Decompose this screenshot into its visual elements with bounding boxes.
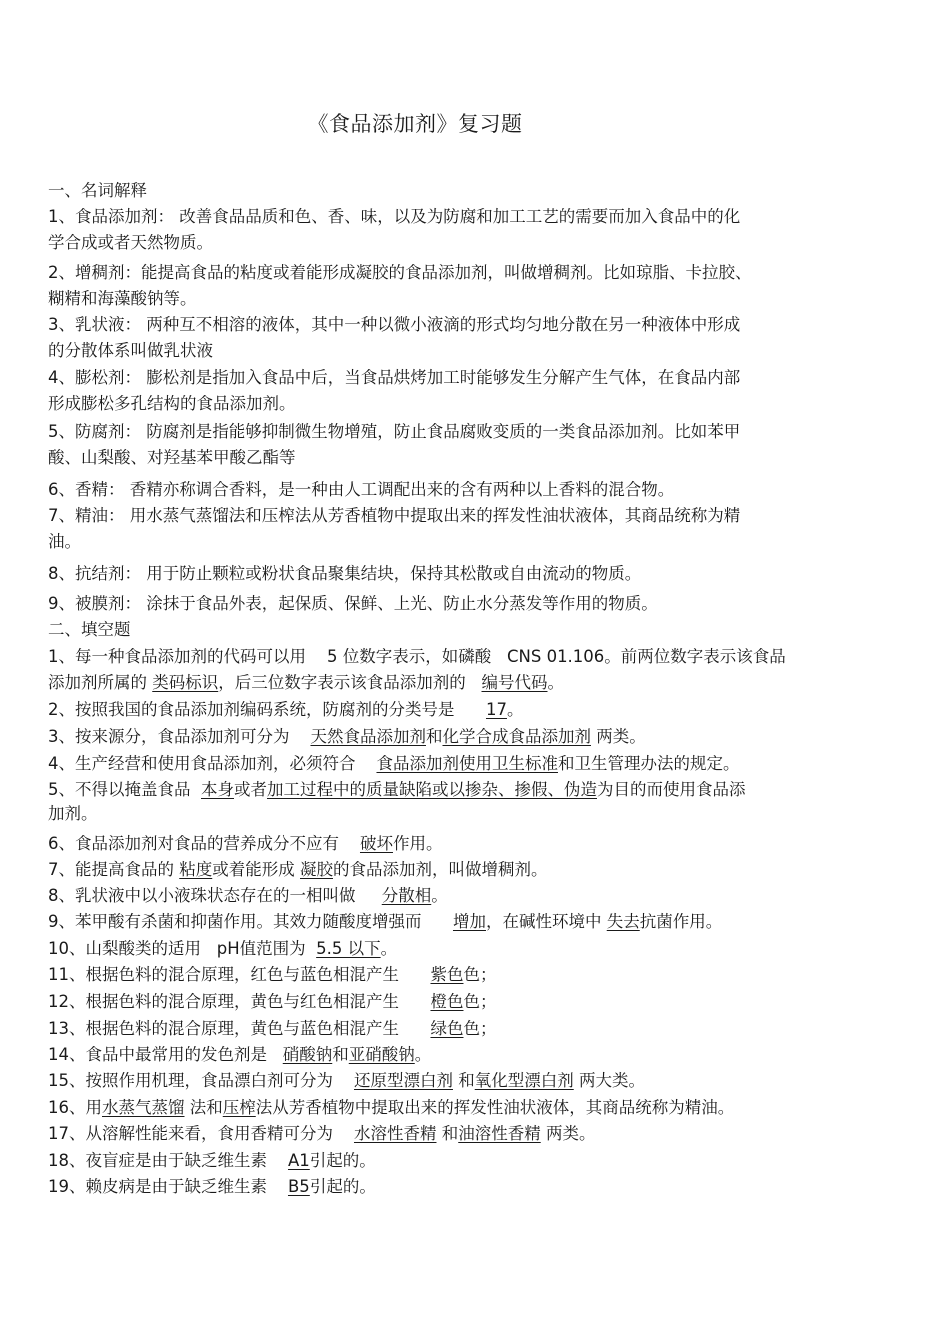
answer-blank: 天然食品添加剂 [310,727,426,746]
page-title: 《食品添加剂》复习题 [307,112,523,136]
answer-blank: 本身 [201,780,234,799]
answer-blank: 紫色 [430,965,464,984]
answer-blank: 水溶性香精 [353,1124,437,1143]
definition-8: 8、抗结剂： 用于防止颗粒或粉状食品聚集结块，保持其松散或自由流动的物质。 [48,564,642,583]
answer-blank: 亚硝酸钠 [348,1045,415,1064]
fill-12: 12、根据色料的混合原理，黄色与红色相混产生 橙色色； [48,992,497,1011]
definition-3-line-1: 3、乳状液： 两种互不相溶的液体，其中一种以微小液滴的形式均匀地分散在另一种液体中形成 [48,315,741,334]
fill-8: 8、乳状液中以小液珠状态存在的一相叫做 分散相。 [48,886,448,905]
answer-blank: 17 [485,700,507,719]
section-heading-definitions: 一、名词解释 [48,181,147,200]
answer-blank: 食品添加剂使用卫生标准 [376,754,558,773]
answer-blank: 油溶性香精 [458,1124,541,1143]
answer-blank: 粘度 [179,860,213,879]
definition-9: 9、被膜剂： 涂抹于食品外表，起保质、保鲜、上光、防止水分蒸发等作用的物质。 [48,594,658,613]
answer-blank: 5.5 以下 [316,939,381,958]
section-heading-fill-in: 二、填空题 [48,620,131,639]
answer-blank: 破坏 [359,834,393,853]
answer-blank: 编号代码 [481,673,548,692]
answer-blank: A1 [287,1151,310,1170]
fill-1-line-1: 1、每一种食品添加剂的代码可以用 5 位数字表示，如磷酸 CNS 01.106。前两位数字表示该食品 [48,647,786,666]
answer-blank: 橙色 [430,992,464,1011]
answer-blank: B5 [287,1177,310,1196]
definition-2-line-1: 2、增稠剂：能提高食品的粘度或着能形成凝胶的食品添加剂，叫做增稠剂。比如琼脂、卡拉胶、 [48,263,752,282]
fill-3: 3、按来源分，食品添加剂可分为 天然食品添加剂和化学合成食品添加剂 两类。 [48,727,646,746]
answer-blank: 凝胶 [300,860,333,879]
fill-9: 9、苯甲酸有杀菌和抑菌作用。其效力随酸度增强而 增加，在碱性环境中 失去抗菌作用。 [48,912,723,931]
definition-7-line-1: 7、精油： 用水蒸气蒸馏法和压榨法从芳香植物中提取出来的挥发性油状液体，其商品统称为精 [48,506,741,525]
answer-blank: 氧化型漂白剂 [474,1071,574,1090]
fill-14: 14、食品中最常用的发色剂是 硝酸钠和亚硝酸钠。 [48,1045,432,1064]
definition-2-line-2: 糊精和海藻酸钠等。 [48,289,197,308]
answer-blank: 水蒸气蒸馏 [102,1098,185,1117]
fill-18: 18、夜盲症是由于缺乏维生素 A1引起的。 [48,1151,376,1170]
answer-blank: 类码标识 [152,673,219,692]
answer-blank: 化学合成食品添加剂 [442,727,591,746]
fill-15: 15、按照作用机理，食品漂白剂可分为 还原型漂白剂 和氧化型漂白剂 两大类。 [48,1071,645,1090]
answer-blank: 分散相 [381,886,432,905]
fill-11: 11、根据色料的混合原理，红色与蓝色相混产生 紫色色； [48,965,497,984]
answer-blank: 失去 [606,912,640,931]
definition-5-line-1: 5、防腐剂： 防腐剂是指能够抑制微生物增殖，防止食品腐败变质的一类食品添加剂。比如苯甲 [48,422,741,441]
fill-13: 13、根据色料的混合原理，黄色与蓝色相混产生 绿色色； [48,1019,497,1038]
answer-blank: 绿色 [430,1019,464,1038]
definition-4-line-2: 形成膨松多孔结构的食品添加剂。 [48,394,296,413]
fill-17: 17、从溶解性能来看，食用香精可分为 水溶性香精 和油溶性香精 两类。 [48,1124,596,1143]
answer-blank: 压榨 [222,1098,256,1117]
answer-blank: 还原型漂白剂 [353,1071,453,1090]
definition-4-line-1: 4、膨松剂： 膨松剂是指加入食品中后，当食品烘烤加工时能够发生分解产生气体，在食品内部 [48,368,741,387]
fill-16: 16、用水蒸气蒸馏 法和压榨法从芳香植物中提取出来的挥发性油状液体，其商品统称为精油。 [48,1098,735,1117]
definition-6: 6、香精： 香精亦称调合香料，是一种由人工调配出来的含有两种以上香料的混合物。 [48,480,675,499]
fill-1-line-2: 添加剂所属的 类码标识，后三位数字表示该食品添加剂的 编号代码。 [48,673,564,692]
fill-6: 6、食品添加剂对食品的营养成分不应有 破坏作用。 [48,834,443,853]
fill-7: 7、能提高食品的 粘度或着能形成 凝胶的食品添加剂，叫做增稠剂。 [48,860,548,879]
fill-2: 2、按照我国的食品添加剂编码系统，防腐剂的分类号是 17。 [48,700,524,719]
definition-1-line-1: 1、食品添加剂： 改善食品品质和色、香、味，以及为防腐和加工工艺的需要而加入食品中的化 [48,207,741,226]
answer-blank: 增加 [452,912,486,931]
fill-10: 10、山梨酸类的适用 pH值范围为 5.5 以下。 [48,939,398,958]
fill-4: 4、生产经营和使用食品添加剂，必须符合 食品添加剂使用卫生标准和卫生管理办法的规定。 [48,754,740,773]
answer-blank: 加工过程中的质量缺陷或以掺杂、掺假、伪造 [267,780,597,799]
definition-5-line-2: 酸、山梨酸、对羟基苯甲酸乙酯等 [48,448,296,467]
definition-1-line-2: 学合成或者天然物质。 [48,233,213,252]
definition-3-line-2: 的分散体系叫做乳状液 [48,341,213,360]
fill-5-line-2: 加剂。 [48,804,98,823]
fill-5-line-1: 5、不得以掩盖食品 本身或者加工过程中的质量缺陷或以掺杂、掺假、伪造为目的而使用食品添 [48,780,746,799]
fill-19: 19、赖皮病是由于缺乏维生素 B5引起的。 [48,1177,376,1196]
definition-7-line-2: 油。 [48,532,81,551]
answer-blank: 硝酸钠 [282,1045,333,1064]
